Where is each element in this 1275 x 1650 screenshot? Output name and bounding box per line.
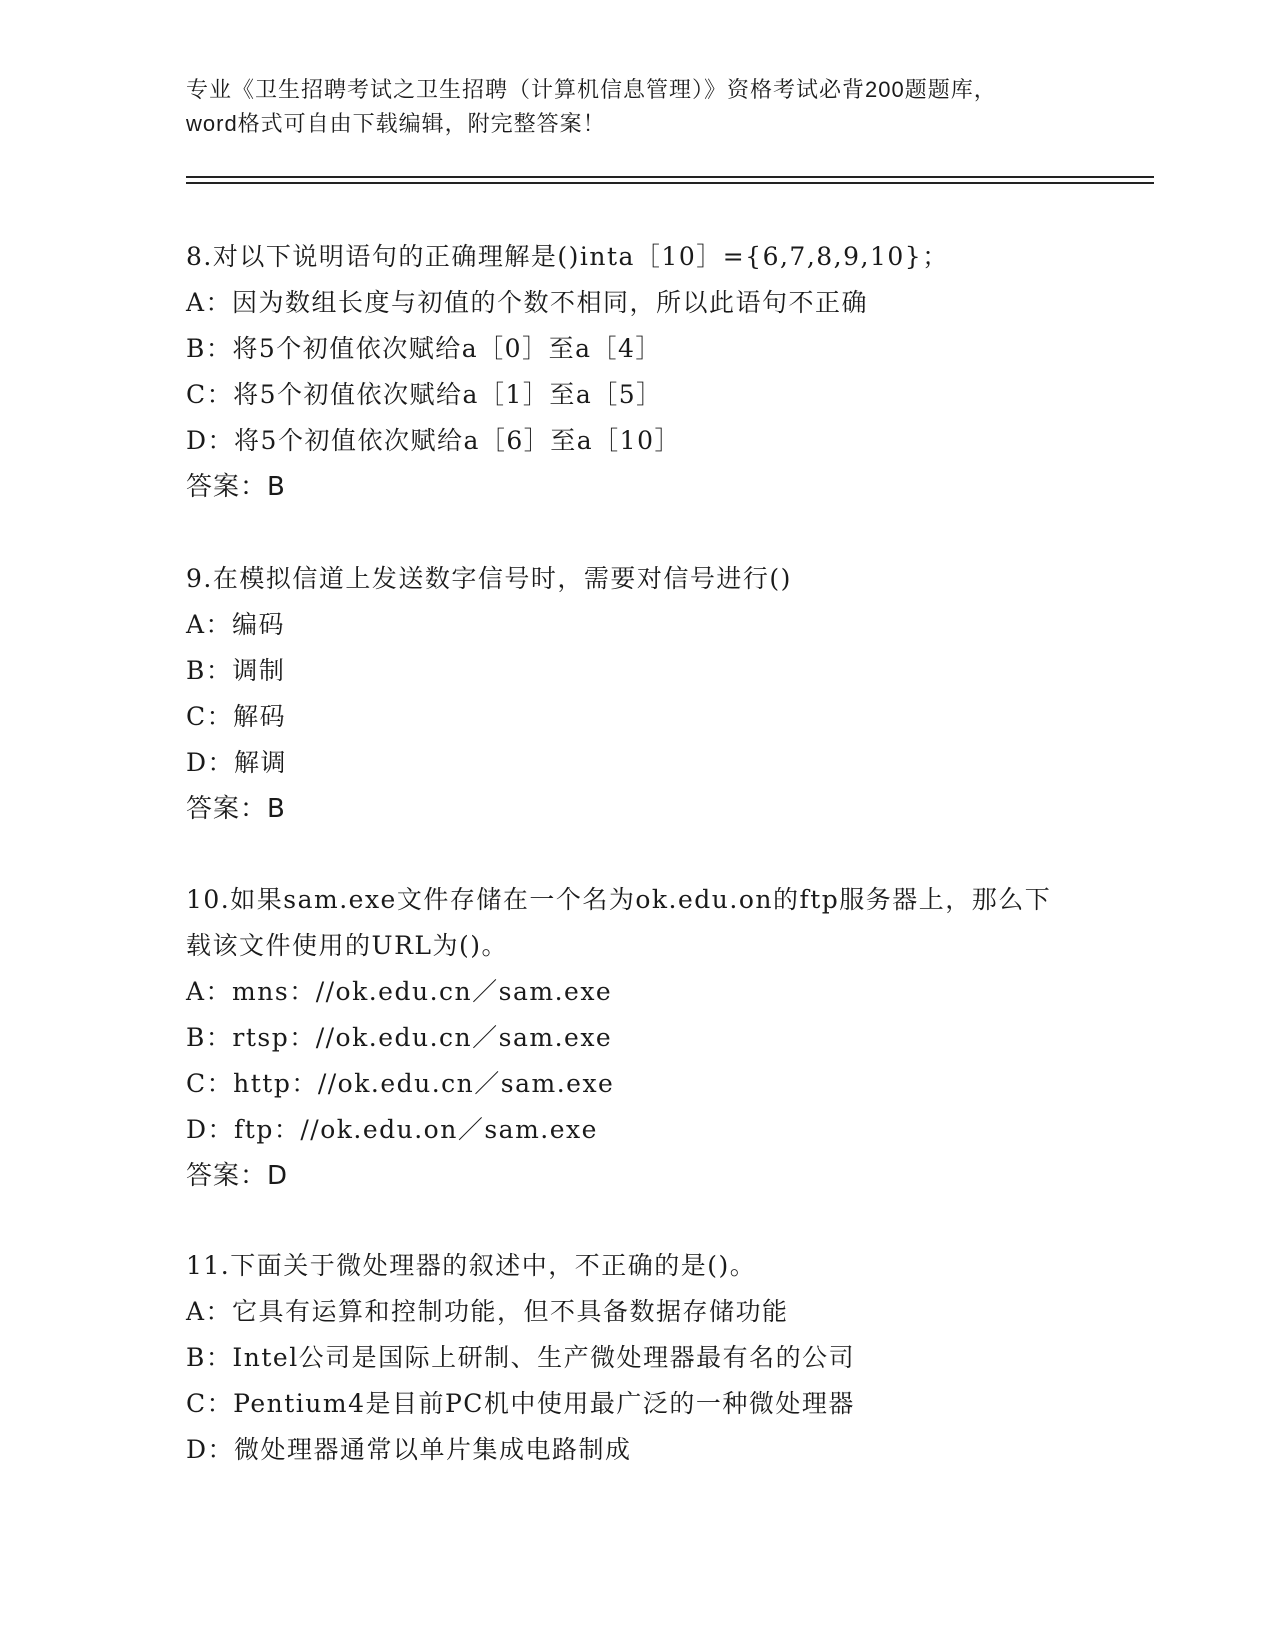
option-b: B：将5个初值依次赋给a［0］至a［4］ — [186, 334, 662, 363]
question-11 — [186, 1243, 1086, 1473]
question-text: 10.如果sam.exe文件存储在一个名为ok.edu.on的ftp服务器上，那么下载该文件使用的URL为()。 — [186, 885, 1052, 960]
option-b: B：rtsp：//ok.edu.cn／sam.exe — [186, 1023, 613, 1052]
option-c: C：将5个初值依次赋给a［1］至a［5］ — [186, 380, 663, 409]
question-text: 9.在模拟信道上发送数字信号时，需要对信号进行() — [186, 564, 792, 593]
option-c: C：Pentium4是目前PC机中使用最广泛的一种微处理器 — [186, 1389, 855, 1418]
option-d: D：微处理器通常以单片集成电路制成 — [186, 1435, 632, 1464]
option-d: D：将5个初值依次赋给a［6］至a［10］ — [186, 426, 681, 455]
header-divider-bottom — [186, 182, 1154, 184]
option-b: B：Intel公司是国际上研制、生产微处理器最有名的公司 — [186, 1343, 856, 1372]
option-d: D：解调 — [186, 748, 288, 777]
answer: 答案：D — [186, 1161, 289, 1191]
option-d: D：ftp：//ok.edu.on／sam.exe — [186, 1115, 598, 1144]
option-a: A：因为数组长度与初值的个数不相同，所以此语句不正确 — [186, 288, 869, 317]
header-line-1: 专业《卫生招聘考试之卫生招聘（计算机信息管理）》资格考试必背200题题库， — [186, 77, 997, 102]
header-line-2: word格式可自由下载编辑，附完整答案！ — [186, 111, 606, 136]
option-c: C：解码 — [186, 702, 287, 731]
question-10 — [186, 877, 1086, 1199]
answer: 答案：B — [186, 794, 286, 824]
option-a: A：编码 — [186, 610, 286, 639]
question-9 — [186, 556, 1086, 832]
question-8 — [186, 234, 1086, 510]
document-header — [186, 73, 1086, 141]
question-text: 11.下面关于微处理器的叙述中，不正确的是()。 — [186, 1251, 757, 1280]
option-a: A：它具有运算和控制功能，但不具备数据存储功能 — [186, 1297, 789, 1326]
header-divider-top — [186, 176, 1154, 178]
answer: 答案：B — [186, 472, 286, 502]
option-a: A：mns：//ok.edu.cn／sam.exe — [186, 977, 613, 1006]
question-text: 8.对以下说明语句的正确理解是()inta［10］={6,7,8,9,10}； — [186, 242, 949, 271]
option-c: C：http：//ok.edu.cn／sam.exe — [186, 1069, 615, 1098]
option-b: B：调制 — [186, 656, 286, 685]
